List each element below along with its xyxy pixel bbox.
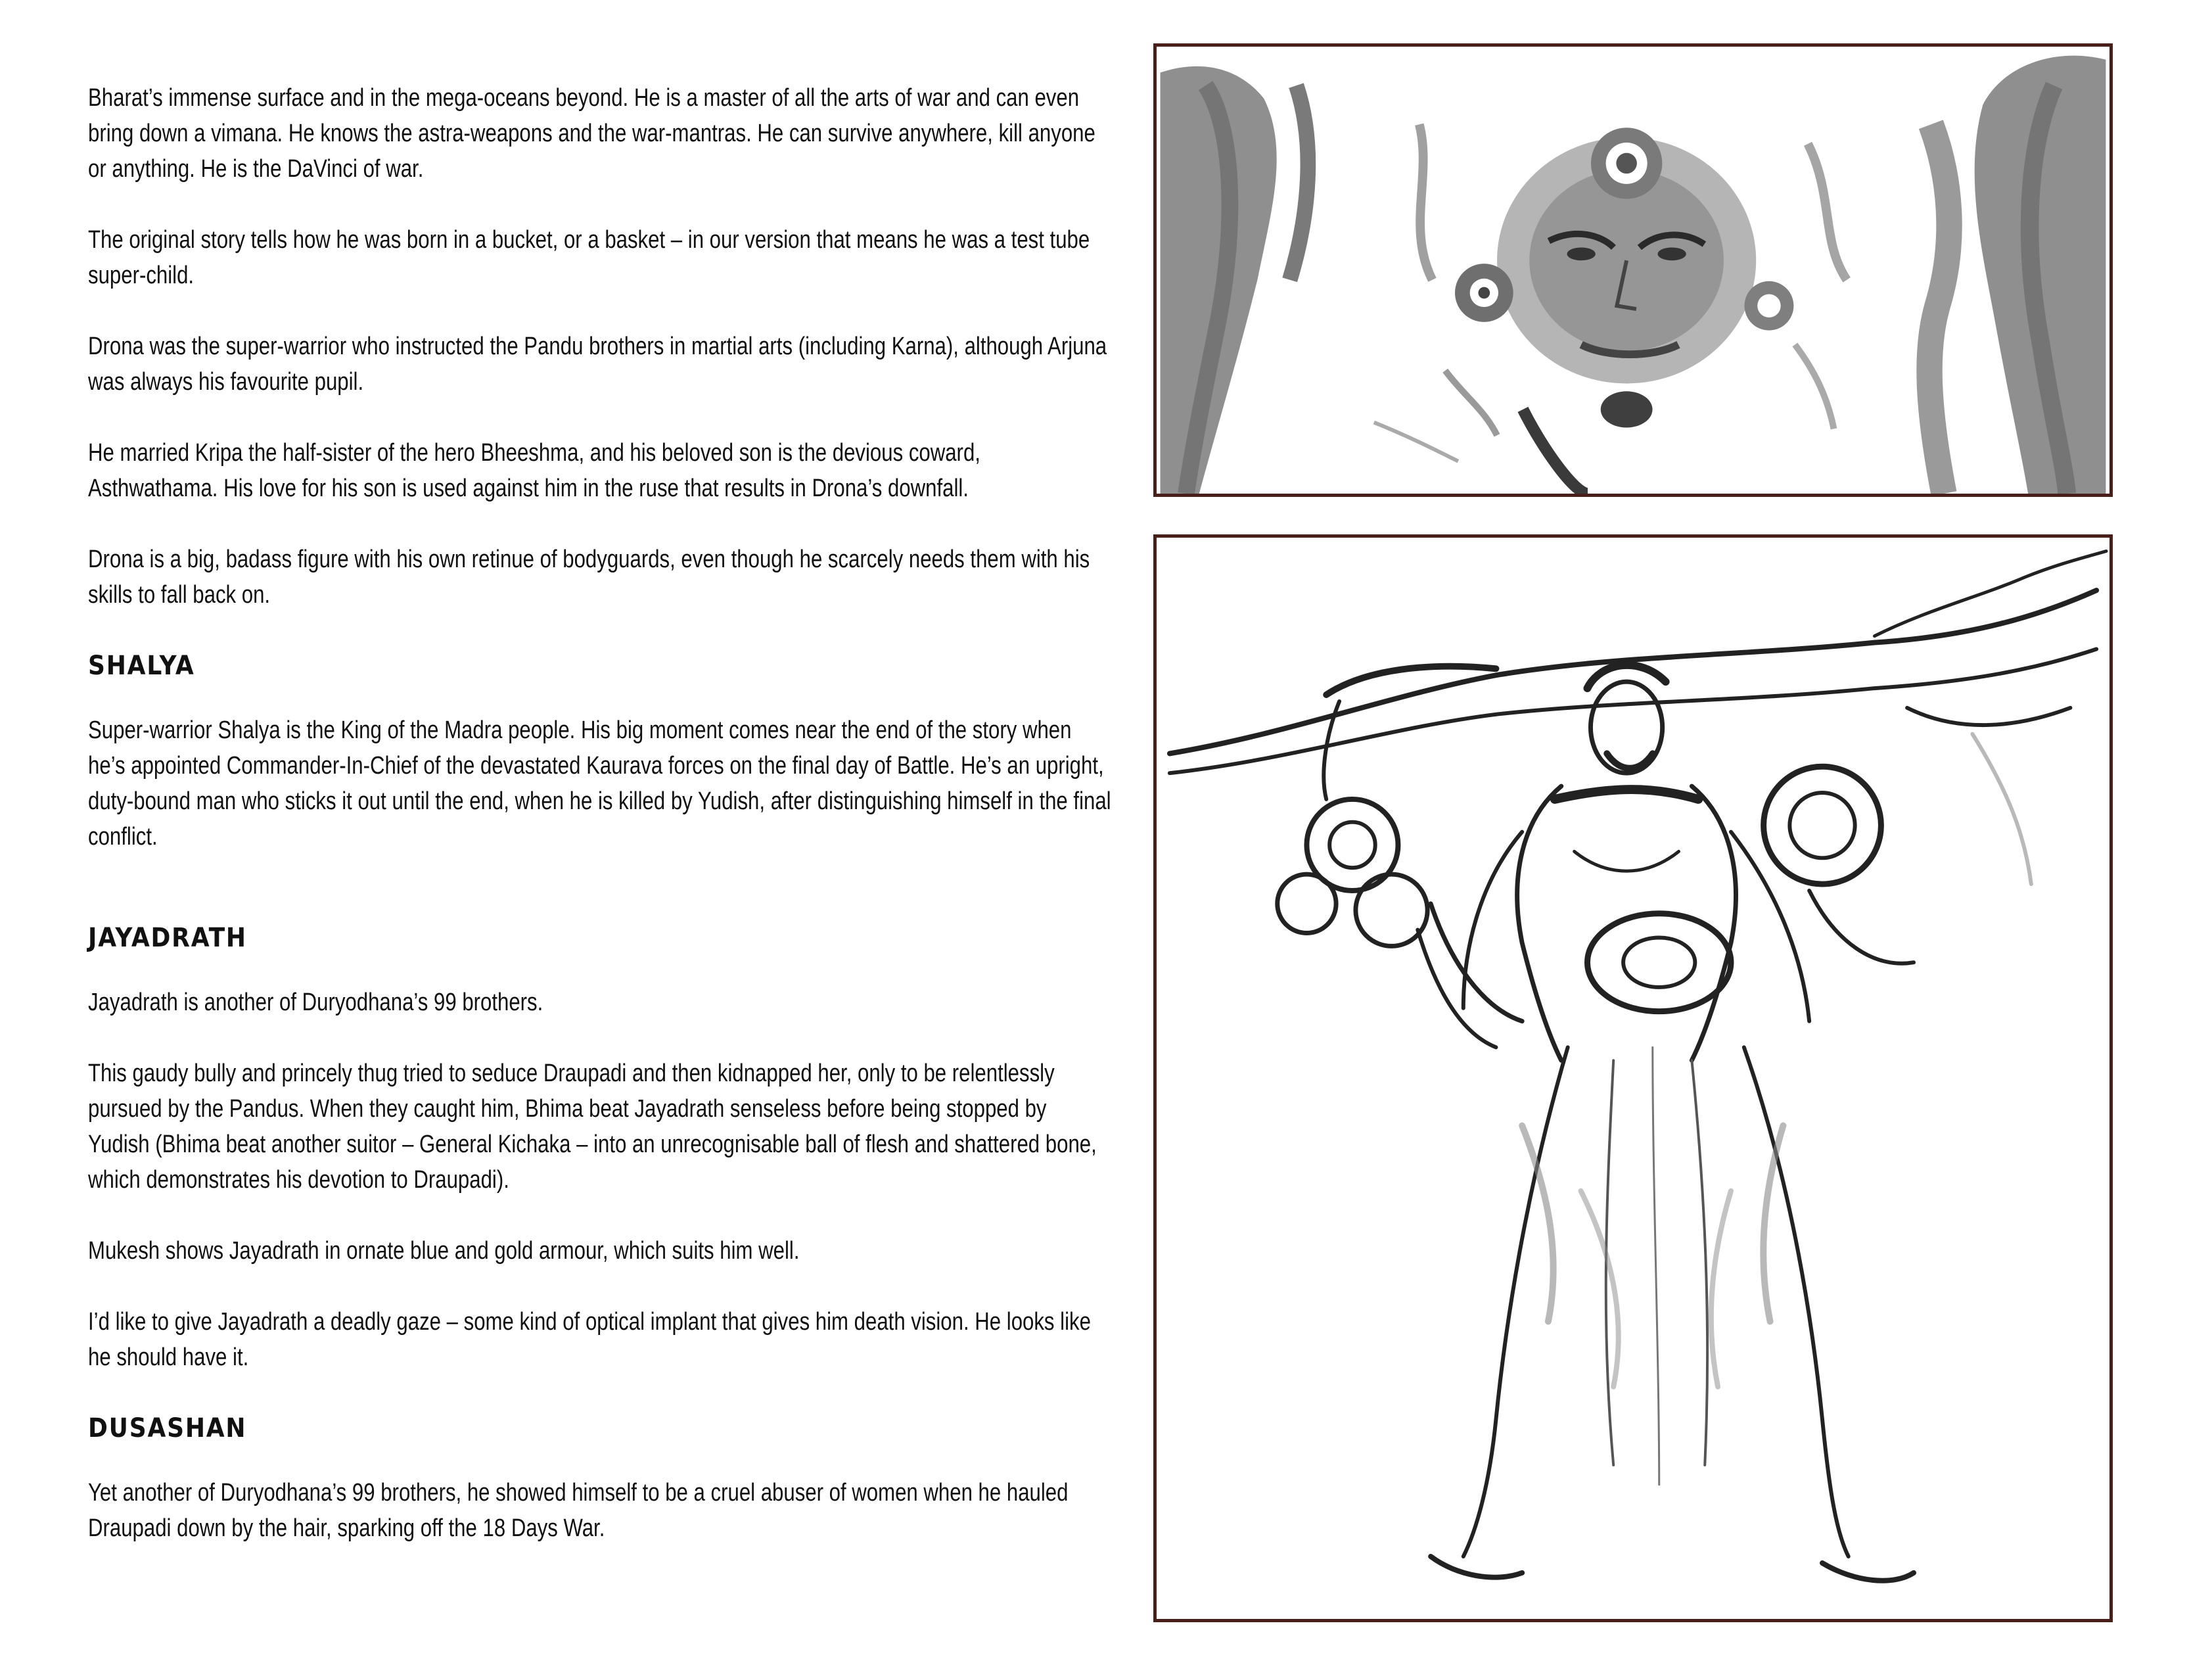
warrior-sketch-illustration [1157,538,2109,1619]
heading-dusashan: DUSASHAN [88,1413,247,1443]
text-column [88,80,1113,1581]
heading-shalya: SHALYA [88,651,195,681]
paragraph-shalya: Super-warrior Shalya is the King of the Madra people. His big moment comes near the end of the story when he’s appointed Commander-In-Chief of the devastated Kaurava forces on the final day of Battle. He’s an upright, duty-bound man who sticks it out until the end, when he is killed by Yudish, after distinguishing himself in the final conflict. [88,716,1111,851]
paragraph: Drona is a big, badass figure with his own retinue of bodyguards, even though he scarcely needs them with his skills to fall back on. [88,546,1090,609]
paragraph-dusashan: Yet another of Duryodhana’s 99 brothers, he showed himself to be a cruel abuser of women when he hauled Draupadi down by the hair, sparking off the 18 Days War. [88,1479,1069,1542]
paragraph: Mukesh shows Jayadrath in ornate blue and gold armour, which suits him well. [88,1237,800,1265]
paragraph: Bharat’s immense surface and in the mega-oceans beyond. He is a master of all the arts of war and can even bring down a vimana. He knows the astra-weapons and the war-mantras. He can survive anywhere, kill anyone or anything. He is the DaVinci of war. [88,84,1095,183]
paragraph: He married Kripa the half-sister of the hero Bheeshma, and his beloved son is the devious coward, Asthwathama. His love for his son is used against him in the ruse that results in Drona’s downfall. [88,439,980,502]
sketch-panel-face [1153,43,2113,497]
face-sketch-illustration [1157,47,2109,494]
paragraph: Jayadrath is another of Duryodhana’s 99 brothers. [88,989,543,1016]
paragraph: This gaudy bully and princely thug tried to seduce Draupadi and then kidnapped her, only to be relentlessly pursued by the Pandus. When they caught him, Bhima beat Jayadrath senseless before being stopped by Yudish (Bhima beat another suitor – General Kichaka – into an unrecognisable ball of flesh and shattered bone, which demonstrates his devotion to Draupadi). [88,1060,1097,1194]
paragraph: The original story tells how he was born in a bucket, or a basket – in our version that means he was a test tube super-child. [88,226,1090,289]
heading-jayadrath: JAYADRATH [88,923,247,953]
paragraph: Drona was the super-warrior who instructed the Pandu brothers in martial arts (including Karna), although Arjuna was always his favourite pupil. [88,333,1107,396]
sketch-panel-warrior [1153,534,2113,1622]
paragraph: I’d like to give Jayadrath a deadly gaze – some kind of optical implant that gives him death vision. He looks like he should have it. [88,1308,1091,1371]
